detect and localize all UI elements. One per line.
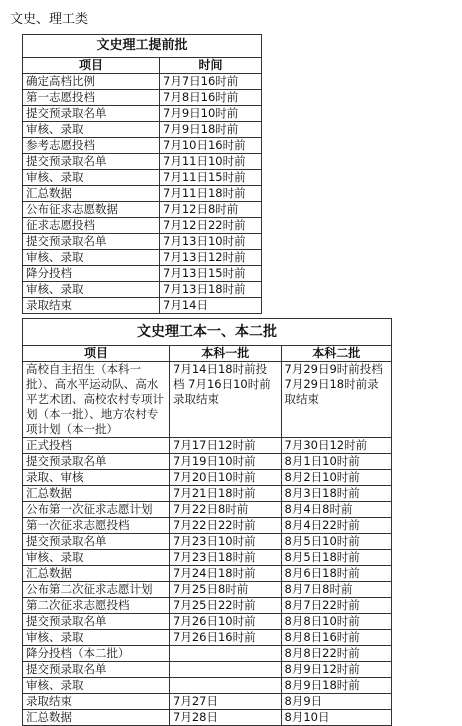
- table-cell: 审核、录取: [23, 678, 170, 694]
- table-cell: 确定高档比例: [23, 74, 160, 90]
- table-row: [23, 502, 392, 518]
- table-row: [23, 122, 262, 138]
- table-cell: 8月1日10时前: [281, 454, 391, 470]
- table-cell: 高校自主招生（本科一批）、高水平运动队、高水平艺术团、高校农村专项计划（本一批）、地方农村专项计划（本一批）: [23, 362, 170, 438]
- table-cell: 7月13日12时前: [160, 250, 262, 266]
- table-cell: 公布第一次征求志愿计划: [23, 502, 170, 518]
- column-header-item: 项目: [23, 58, 160, 74]
- table-cell: 7月28日: [170, 710, 282, 726]
- table-cell: 8月4日22时前: [281, 518, 391, 534]
- table-cell: 录取结束: [23, 298, 160, 314]
- table-cell: 公布征求志愿数据: [23, 202, 160, 218]
- table-row: [23, 438, 392, 454]
- table-cell: 提交预录取名单: [23, 614, 170, 630]
- early-batch-table: [22, 34, 262, 314]
- table-row: [23, 646, 392, 662]
- table-cell: 8月7日8时前: [281, 582, 391, 598]
- table-cell: 7月27日: [170, 694, 282, 710]
- table-cell: 7月7日16时前: [160, 74, 262, 90]
- table-cell: 审核、录取: [23, 282, 160, 298]
- table-cell: 7月26日16时前: [170, 630, 282, 646]
- table-cell: 降分投档（本二批）: [23, 646, 170, 662]
- table-cell: 提交预录取名单: [23, 106, 160, 122]
- table-row: [23, 90, 262, 106]
- table-cell: 7月23日18时前: [170, 550, 282, 566]
- table-cell: 7月8日16时前: [160, 90, 262, 106]
- table-row: [23, 678, 392, 694]
- table-row: [23, 614, 392, 630]
- section-label: 文史、理工类: [10, 12, 89, 27]
- table-cell: 参考志愿投档: [23, 138, 160, 154]
- table-cell: 8月3日18时前: [281, 486, 391, 502]
- table-cell: 提交预录取名单: [23, 234, 160, 250]
- table-cell: 7月11日15时前: [160, 170, 262, 186]
- table-caption: 文史理工本一、本二批: [23, 319, 392, 346]
- table-cell: 8月9日12时前: [281, 662, 391, 678]
- table-cell: 正式投档: [23, 438, 170, 454]
- table-cell: [170, 646, 282, 662]
- table-cell: 7月12日8时前: [160, 202, 262, 218]
- table-row: [23, 154, 262, 170]
- table-row: [23, 362, 392, 438]
- table-row: [23, 250, 262, 266]
- table-row: [23, 598, 392, 614]
- table-cell: 7月10日16时前: [160, 138, 262, 154]
- table-row: [23, 74, 262, 90]
- table-cell: 8月7日22时前: [281, 598, 391, 614]
- table-cell: 汇总数据: [23, 186, 160, 202]
- column-header-time: 时间: [160, 58, 262, 74]
- table-cell: 7月11日10时前: [160, 154, 262, 170]
- column-header-item: 项目: [23, 346, 170, 362]
- table-cell: 7月9日10时前: [160, 106, 262, 122]
- table-row: [23, 534, 392, 550]
- table-cell: 7月14日: [160, 298, 262, 314]
- table-cell: 7月25日8时前: [170, 582, 282, 598]
- table-cell: 7月29日9时前投档 7月29日18时前录取结束: [281, 362, 391, 438]
- column-header-batch1: 本科一批: [170, 346, 282, 362]
- table-caption: 文史理工提前批: [23, 35, 262, 58]
- table-cell: 8月8日22时前: [281, 646, 391, 662]
- table-cell: 审核、录取: [23, 170, 160, 186]
- table-cell: 7月17日12时前: [170, 438, 282, 454]
- table-row: [23, 550, 392, 566]
- table-row: [23, 170, 262, 186]
- table-cell: 审核、录取: [23, 630, 170, 646]
- table-row: [23, 106, 262, 122]
- table-row: [23, 630, 392, 646]
- table-cell: 7月12日22时前: [160, 218, 262, 234]
- table-row: [23, 282, 262, 298]
- table-cell: 7月9日18时前: [160, 122, 262, 138]
- table-cell: 7月11日18时前: [160, 186, 262, 202]
- table-row: [23, 138, 262, 154]
- table-cell: 8月8日10时前: [281, 614, 391, 630]
- table-cell: 7月22日22时前: [170, 518, 282, 534]
- table-cell: 8月10日: [281, 710, 391, 726]
- table-cell: 降分投档: [23, 266, 160, 282]
- table-cell: 7月20日10时前: [170, 470, 282, 486]
- table-cell: 8月5日18时前: [281, 550, 391, 566]
- table-row: [23, 486, 392, 502]
- table-cell: 7月25日22时前: [170, 598, 282, 614]
- table-cell: 8月9日18时前: [281, 678, 391, 694]
- table-cell: 7月13日18时前: [160, 282, 262, 298]
- table-row: [23, 566, 392, 582]
- table-cell: 7月30日12时前: [281, 438, 391, 454]
- table-cell: 提交预录取名单: [23, 454, 170, 470]
- table-cell: 汇总数据: [23, 566, 170, 582]
- table-cell: 7月14日18时前投档 7月16日10时前录取结束: [170, 362, 282, 438]
- table-row: [23, 298, 262, 314]
- table-cell: 8月8日16时前: [281, 630, 391, 646]
- table-row: [23, 186, 262, 202]
- table-cell: 7月22日8时前: [170, 502, 282, 518]
- table-row: [23, 266, 262, 282]
- table-cell: 8月2日10时前: [281, 470, 391, 486]
- table-row: [23, 234, 262, 250]
- table-cell: 录取结束: [23, 694, 170, 710]
- table-cell: 7月13日10时前: [160, 234, 262, 250]
- table-cell: 审核、录取: [23, 550, 170, 566]
- table-cell: 提交预录取名单: [23, 662, 170, 678]
- first-second-batch-table: [22, 318, 392, 726]
- table-cell: 提交预录取名单: [23, 534, 170, 550]
- table-cell: 征求志愿投档: [23, 218, 160, 234]
- table-cell: 审核、录取: [23, 122, 160, 138]
- table-cell: 第一次征求志愿投档: [23, 518, 170, 534]
- table-cell: 第一志愿投档: [23, 90, 160, 106]
- table-cell: [170, 662, 282, 678]
- table-row: [23, 694, 392, 710]
- table-cell: 审核、录取: [23, 250, 160, 266]
- table-cell: 录取、审核: [23, 470, 170, 486]
- table-row: [23, 710, 392, 726]
- table-cell: 汇总数据: [23, 710, 170, 726]
- table-cell: 7月13日15时前: [160, 266, 262, 282]
- table-row: [23, 470, 392, 486]
- table-cell: 8月5日10时前: [281, 534, 391, 550]
- table-row: [23, 218, 262, 234]
- table-cell: 7月24日18时前: [170, 566, 282, 582]
- table-cell: 8月9日: [281, 694, 391, 710]
- table-cell: 提交预录取名单: [23, 154, 160, 170]
- table-cell: [170, 678, 282, 694]
- table-cell: 7月21日18时前: [170, 486, 282, 502]
- table-cell: 7月19日10时前: [170, 454, 282, 470]
- table-cell: 8月6日18时前: [281, 566, 391, 582]
- table-cell: 第二次征求志愿投档: [23, 598, 170, 614]
- table-row: [23, 582, 392, 598]
- table-row: [23, 202, 262, 218]
- table-cell: 公布第二次征求志愿计划: [23, 582, 170, 598]
- table-row: [23, 454, 392, 470]
- table-row: [23, 662, 392, 678]
- column-header-batch2: 本科二批: [281, 346, 391, 362]
- table-row: [23, 518, 392, 534]
- table-cell: 7月23日10时前: [170, 534, 282, 550]
- table-cell: 汇总数据: [23, 486, 170, 502]
- table-cell: 7月26日10时前: [170, 614, 282, 630]
- table-cell: 8月4日8时前: [281, 502, 391, 518]
